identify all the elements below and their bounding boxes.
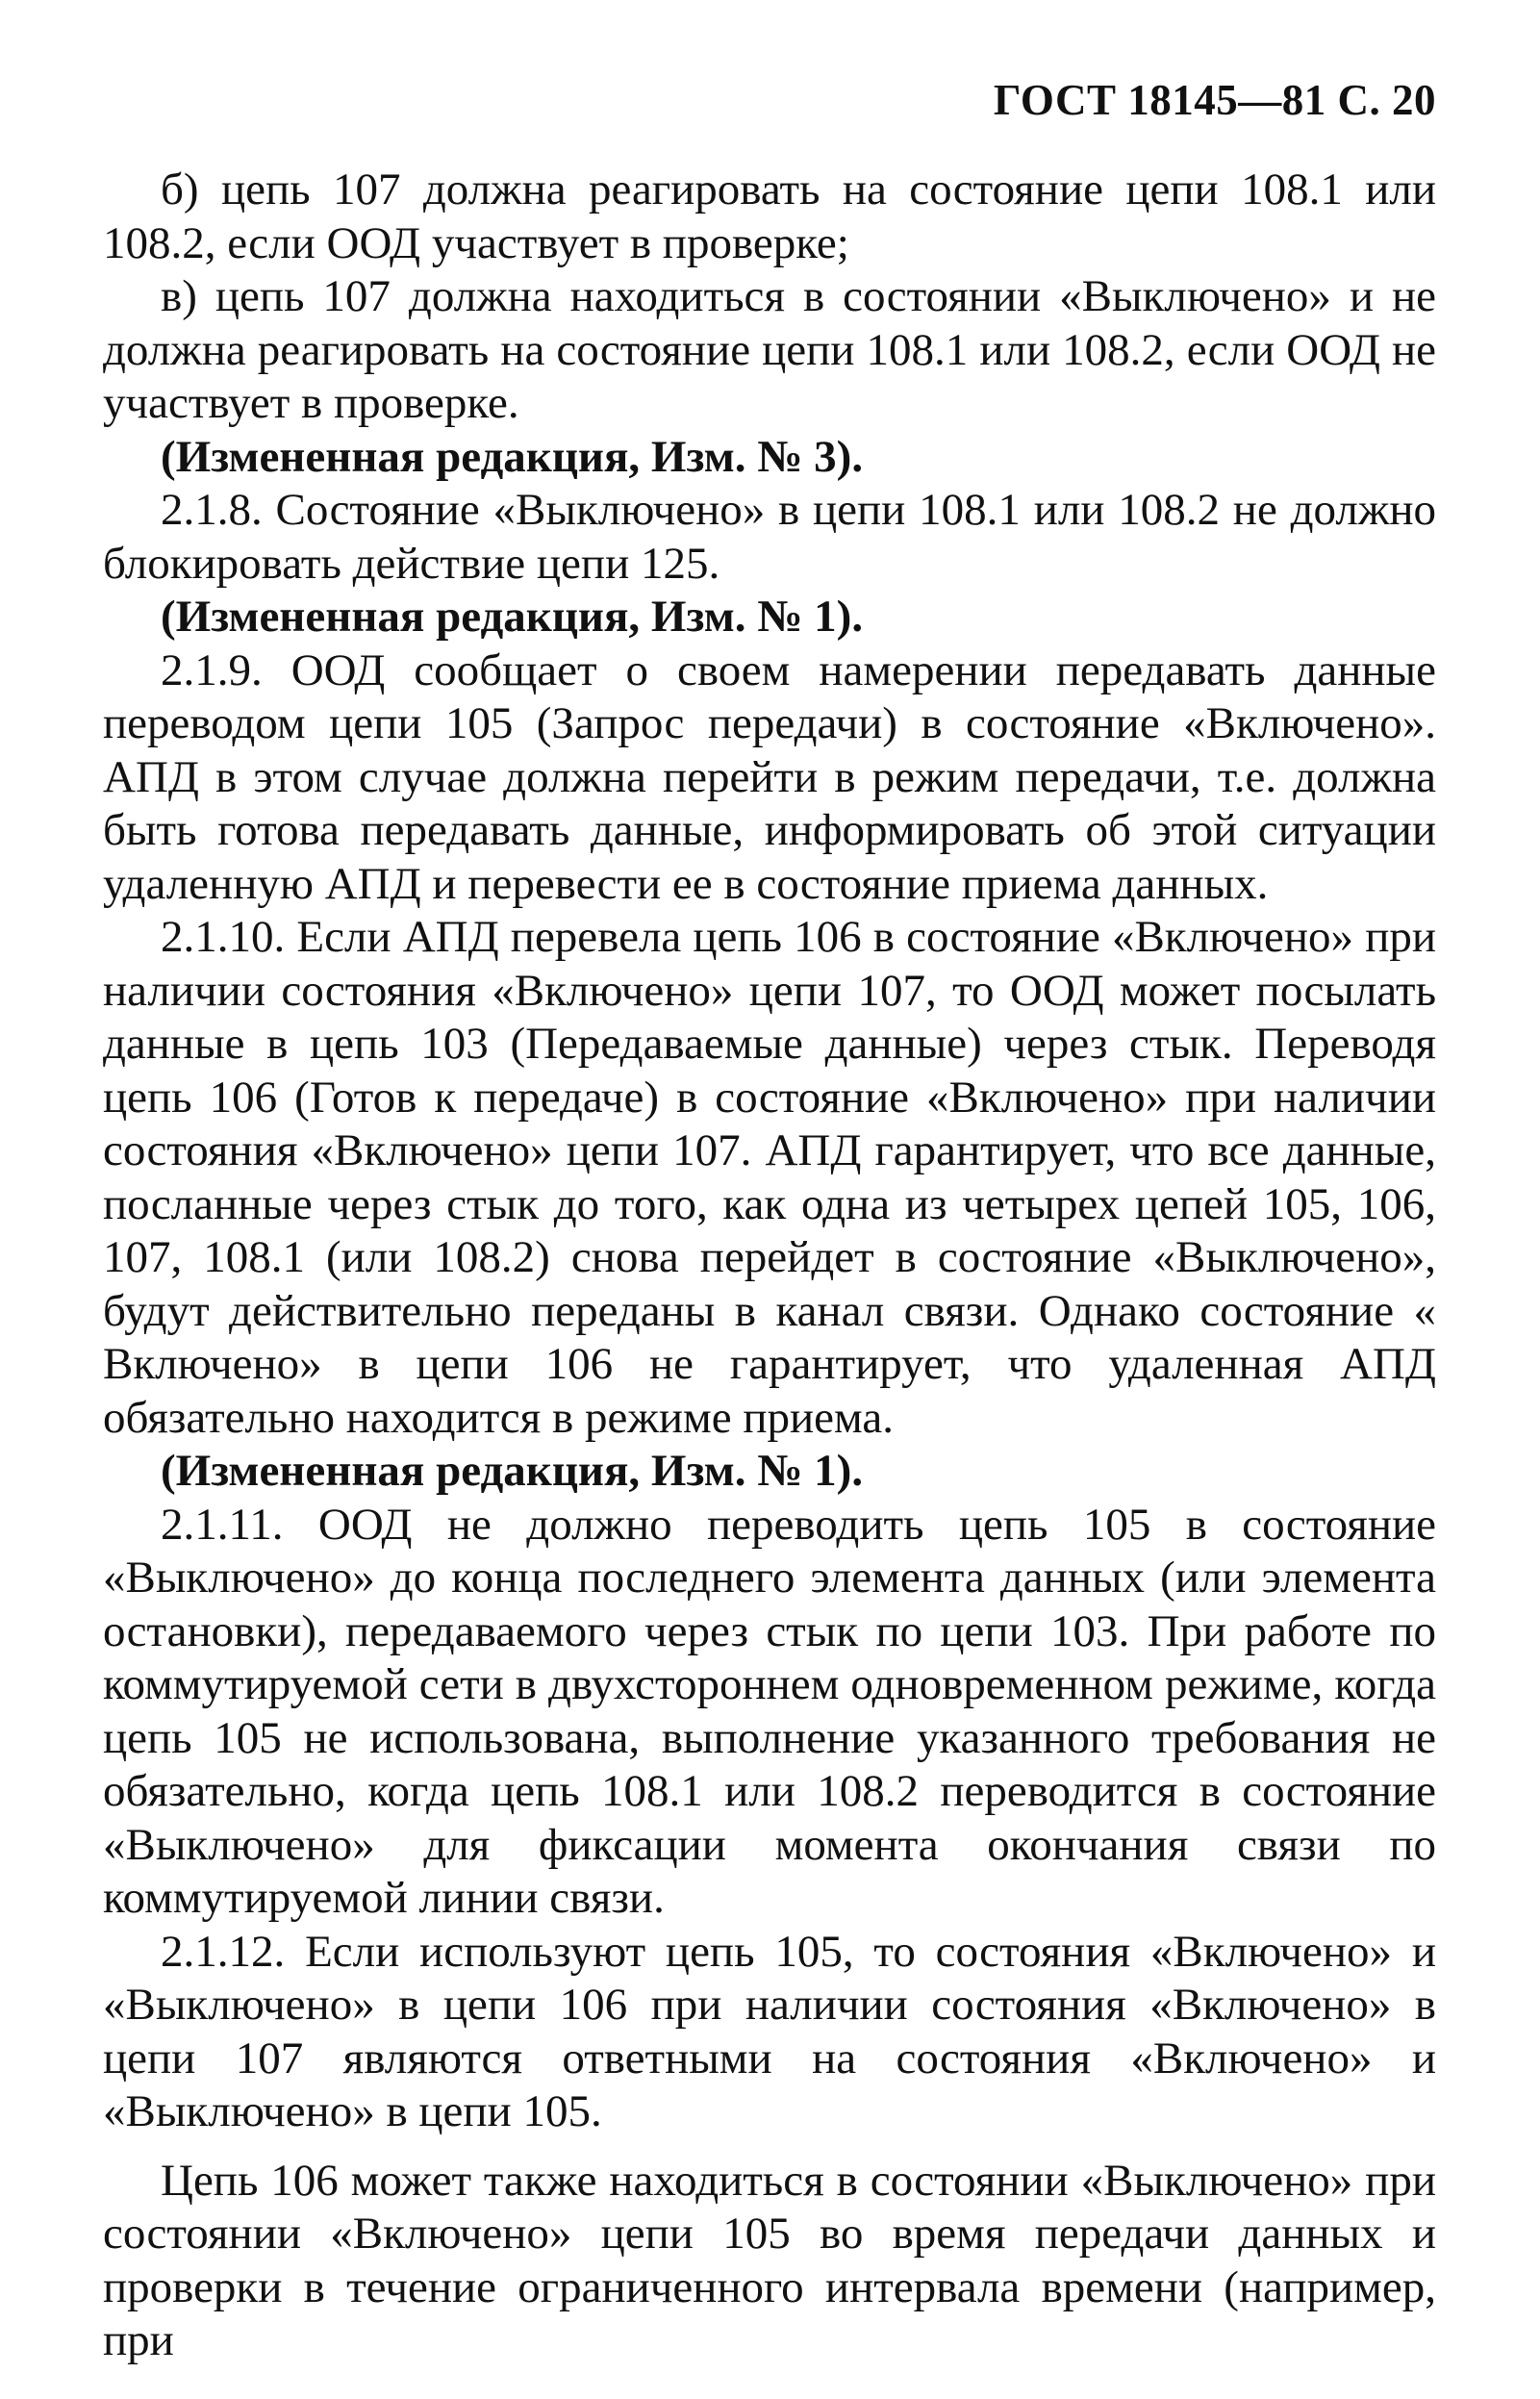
document-body: [103, 164, 1436, 2368]
amendment-note: (Измененная редакция, Изм. № 1).: [161, 1446, 864, 1496]
paragraph-circuit-106: Цепь 106 может также находиться в состоянии «Выключено» при состоянии «Включено» цепи 105 во время передачи данных и проверки в течение ограниченного интервала времени (например, при: [103, 2155, 1436, 2365]
paragraph-2-1-11: 2.1.11. ООД не должно переводить цепь 105 в состояние «Выключено» до конца последнего элемента данных (или элемента остановки), передаваемого через стык по цепи 103. При работе по коммутируемой сети в двухстороннем одновременном режиме, когда цепь 105 не использована, выполнение указанного требования не обязательно, когда цепь 108.1 или 108.2 переводится в состояние «Выключено» для фиксации момента окончания связи по коммутируемой линии связи.: [103, 1499, 1436, 1923]
paragraph-2-1-12: 2.1.12. Если используют цепь 105, то состояния «Включено» и «Выключено» в цепи 106 при наличии состояния «Включено» в цепи 107 являются ответными на состояния «Включено» и «Выключено» в цепи 105.: [103, 1926, 1436, 2136]
paragraph-item-v: в) цепь 107 должна находиться в состоянии «Выключено» и не должна реагировать на состояние цепи 108.1 или 108.2, если ООД не участвует в проверке.: [103, 271, 1436, 428]
running-head: ГОСТ 18145—81 С. 20: [993, 76, 1436, 124]
paragraph-2-1-9: 2.1.9. ООД сообщает о своем намерении передавать данные переводом цепи 105 (Запрос передачи) в состояние «Включено». АПД в этом случае должна перейти в режим передачи, т.е. должна быть готова передавать данные, информировать об этой ситуации удаленную АПД и перевести ее в состояние приема данных.: [103, 644, 1436, 909]
paragraph-2-1-10: 2.1.10. Если АПД перевела цепь 106 в состояние «Включено» при наличии состояния «Включено» цепи 107, то ООД может посылать данные в цепь 103 (Передаваемые данные) через стык. Переводя цепь 106 (Готов к передаче) в состояние «Включено» при наличии состояния «Включено» цепи 107. АПД гарантирует, что все данные, посланные через стык до того, как одна из четырех цепей 105, 106, 107, 108.1 (или 108.2) снова перейдет в состояние «Выключено», будут действительно переданы в канал связи. Однако состояние « Включено» в цепи 106 не гарантирует, что удаленная АПД обязательно находится в режиме приема.: [103, 912, 1436, 1443]
amendment-note: (Измененная редакция, Изм. № 1).: [161, 592, 864, 642]
paragraph-item-b: б) цепь 107 должна реагировать на состояние цепи 108.1 или 108.2, если ООД участвует в проверке;: [103, 164, 1436, 268]
amendment-note: (Измененная редакция, Изм. № 3).: [161, 431, 864, 482]
paragraph-2-1-8: 2.1.8. Состояние «Выключено» в цепи 108.1 или 108.2 не должно блокировать действие цепи 125.: [103, 485, 1436, 589]
